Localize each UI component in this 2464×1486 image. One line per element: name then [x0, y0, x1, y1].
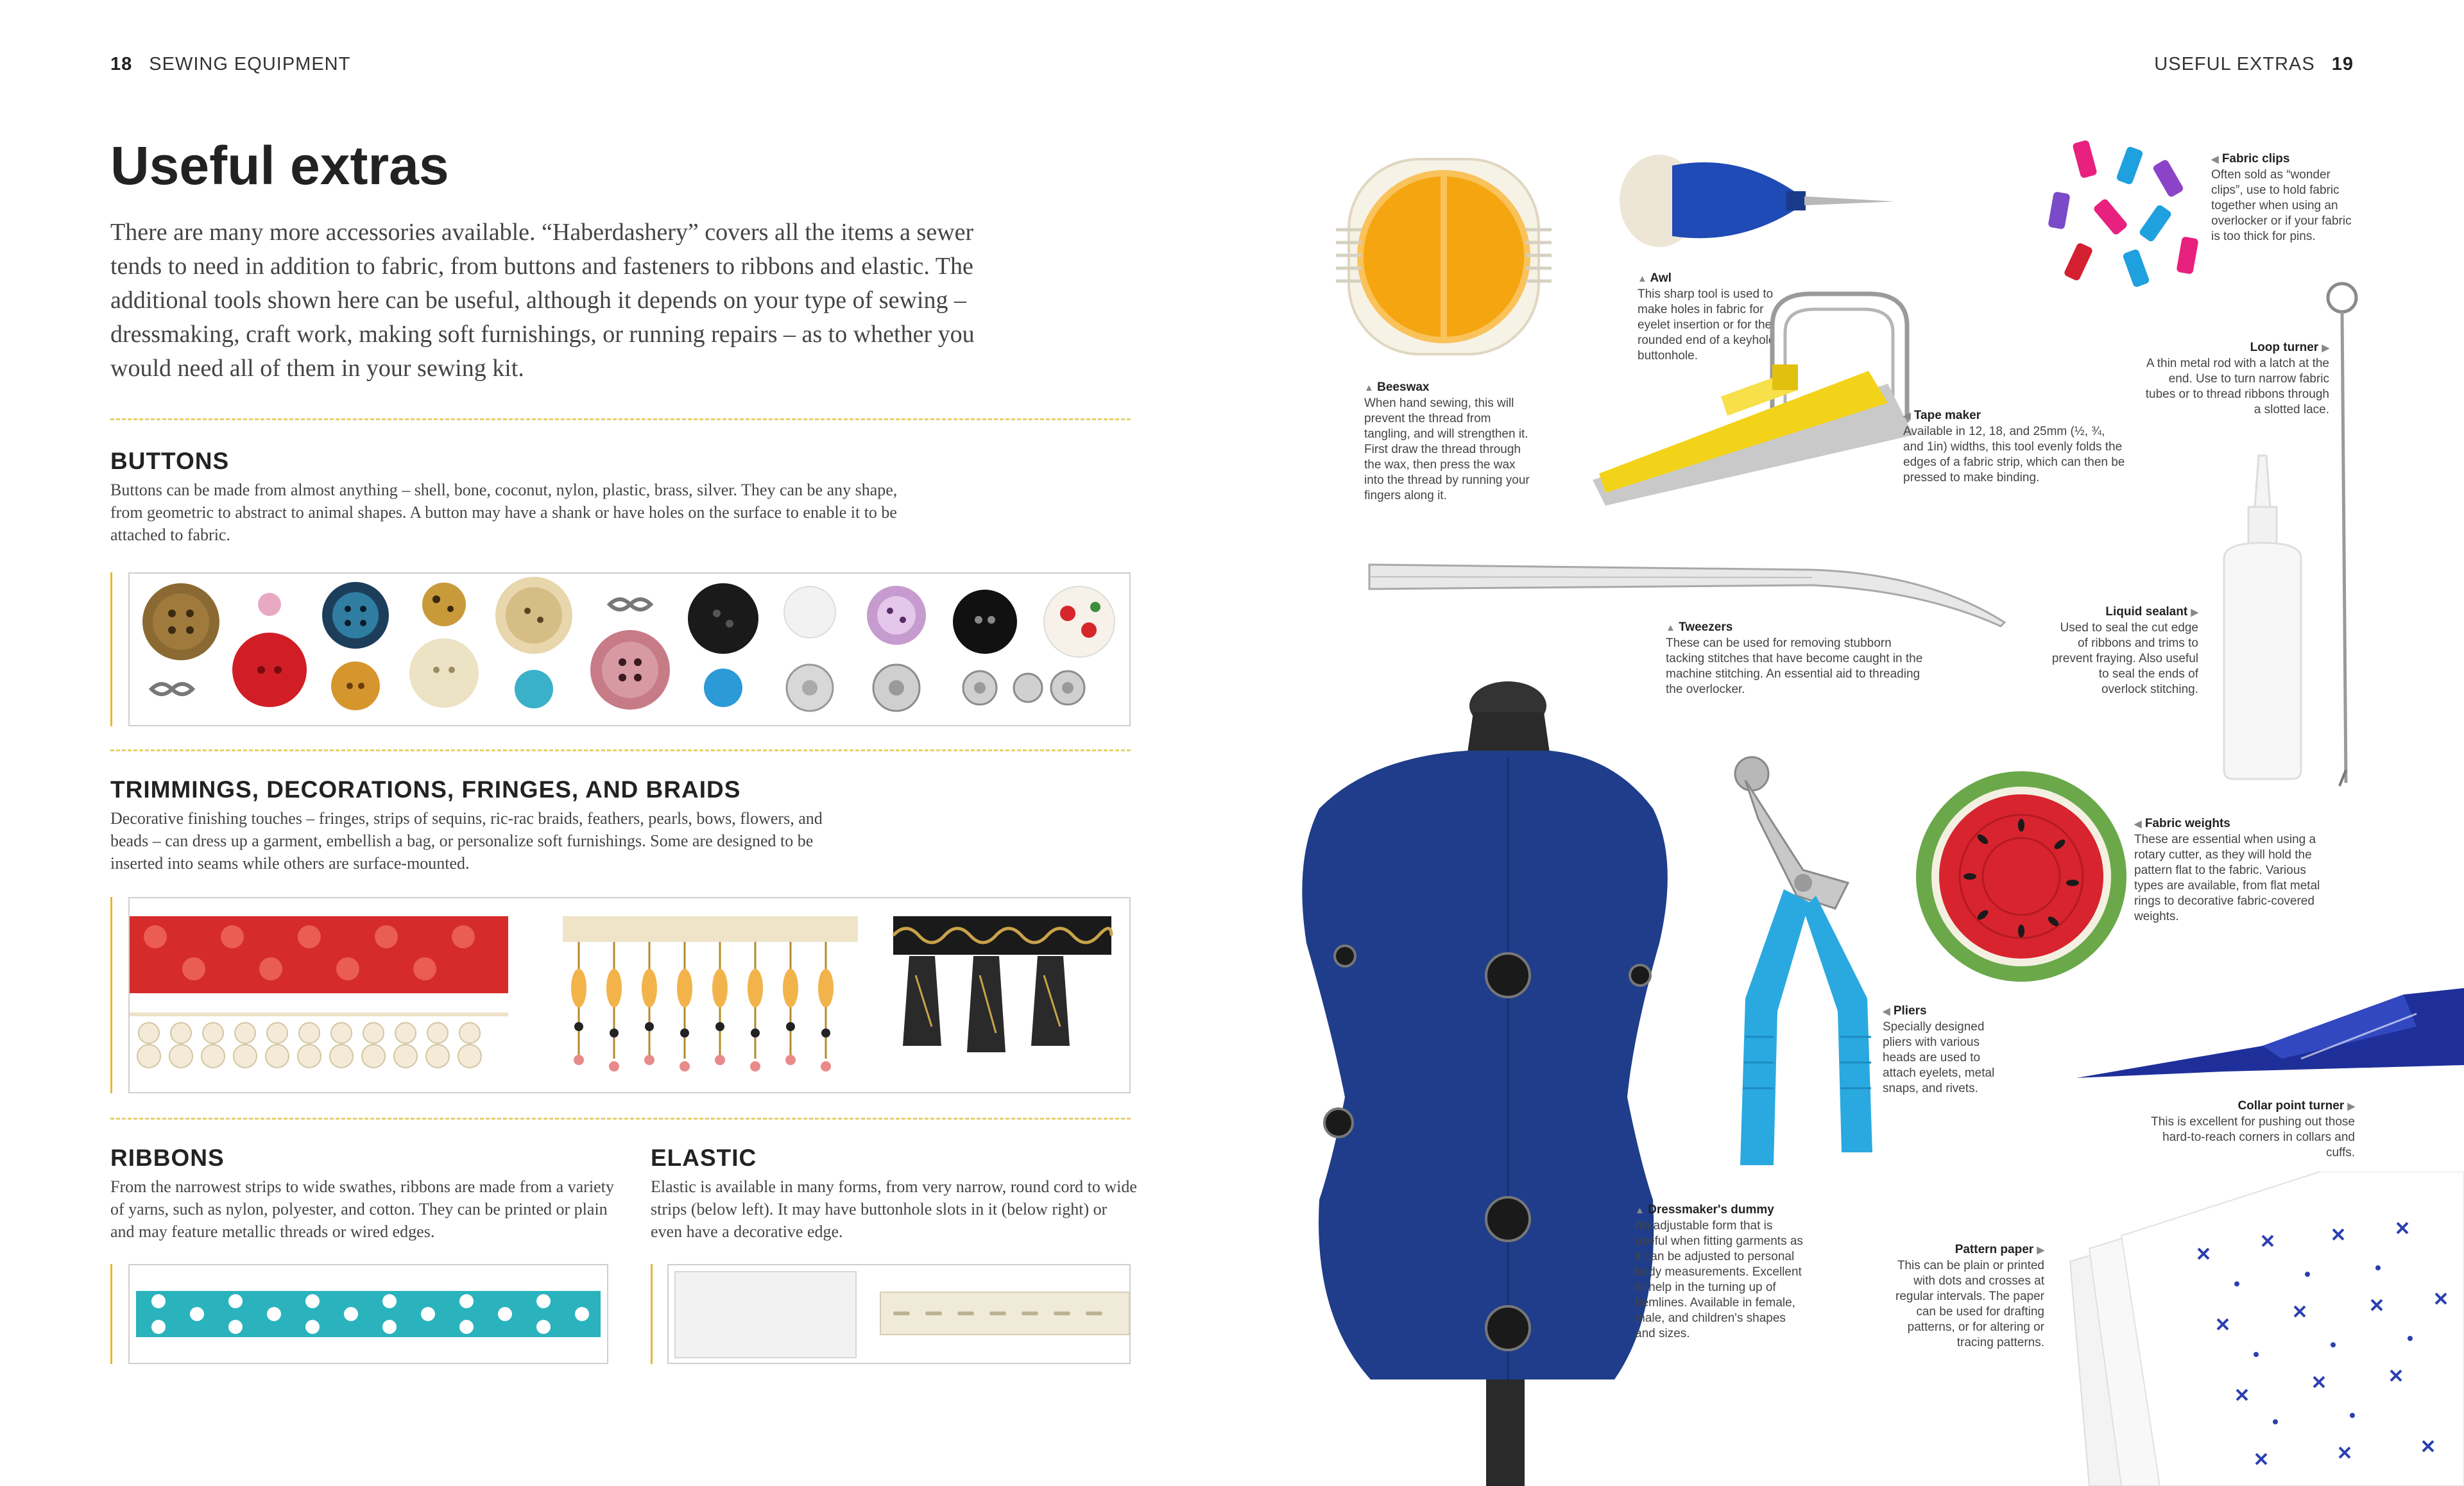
- dressmakers-dummy-title: Dressmaker's dummy: [1648, 1203, 1774, 1217]
- collar-point-turner-image: [2070, 988, 2464, 1084]
- page-title: Useful extras: [110, 135, 449, 196]
- tape-maker-caption: ◀ Tape maker Available in 12, 18, and 25mm (½, ¾, and 1in) widths, this tool evenly folds the edges of a fabric strip, which can then be pressed to make binding.: [1903, 409, 2125, 484]
- beeswax-image: [1330, 146, 1558, 367]
- pliers-caption: ◀ Pliers Specially designed pliers with various heads are used to attach eyelets, metal snaps, and rivets.: [1883, 1004, 1995, 1095]
- beeswax-caption: ▲ Beeswax When hand sewing, this will prevent the thread from tangling, and will strengthen it. First draw the thread through the wax, then press the wax into the thread by running your fingers along it.: [1364, 380, 1530, 502]
- beeswax-title: Beeswax: [1377, 380, 1430, 394]
- fabric-clips-title: Fabric clips: [2221, 152, 2290, 166]
- elastic-panel: [667, 1264, 1131, 1364]
- liquid-sealant-title: Liquid sealant: [2105, 605, 2188, 619]
- awl-image: [1614, 146, 1897, 262]
- fabric-weights-image: [1912, 767, 2130, 986]
- dressmakers-dummy-caption: ▲ Dressmaker's dummy An adjustable form that is useful when fitting garments as it can be adjusted to personal body measurements. Excellent to help in the turning up of hemlines. Available in female, male, and children's shapes and sizes.: [1635, 1203, 1803, 1340]
- buttons-heading: BUTTONS: [110, 448, 230, 474]
- fabric-clips-text: Often sold as “wonder clips”, use to hold fabric together when using an overlocker or if your fabric is too thick for pins.: [2211, 168, 2352, 243]
- fabric-weights-caption: ◀ Fabric weights These are essential when using a rotary cutter, as they will hold the pattern flat to the fabric. Various types are available, from flat metal rings to decorative fabric-covered weights.: [2134, 817, 2320, 923]
- loop-turner-caption: Loop turner ▶ A thin metal rod with a latch at the end. Use to turn narrow fabric tubes or to thread ribbons through a slotted lace.: [2145, 341, 2329, 416]
- right-section-title: USEFUL EXTRAS: [2154, 54, 2315, 74]
- pattern-paper-caption: Pattern paper ▶ This can be plain or printed with dots and crosses at regular intervals. The paper can be used for drafting patterns, or for altering or tracing patterns.: [1895, 1243, 2044, 1349]
- elastic-heading: ELASTIC: [651, 1145, 757, 1171]
- collar-point-turner-text: This is excellent for pushing out those hard-to-reach corners in collars and cuffs.: [2151, 1115, 2355, 1159]
- pattern-paper-title: Pattern paper: [1955, 1243, 2034, 1256]
- panel-tick: [110, 897, 112, 1093]
- tape-maker-text: Available in 12, 18, and 25mm (½, ¾, and 1in) widths, this tool evenly folds the edges of a fabric strip, which can then be pressed to make binding.: [1903, 425, 2125, 484]
- loop-turner-text: A thin metal rod with a latch at the end. Use to turn narrow fabric tubes or to thread ribbons through a slotted lace.: [2145, 357, 2329, 416]
- pliers-image: [1707, 755, 1893, 1172]
- tweezers-text: These can be used for removing stubborn tacking stitches that have become caught in the machine stitching. An essential aid to threading the overlocker.: [1666, 636, 1923, 696]
- buttons-illustration: [130, 574, 1131, 725]
- panel-tick: [110, 1264, 112, 1364]
- trimmings-illustration: [130, 898, 1131, 1092]
- ribbons-heading: RIBBONS: [110, 1145, 225, 1171]
- panel-tick: [651, 1264, 653, 1364]
- buttons-body: Buttons can be made from almost anything – shell, bone, coconut, nylon, plastic, brass, silver. They can be any shape, from geometric to abstract to animal shapes. A button may have a shank or have holes on the surface to enable it to be attached to fabric.: [110, 481, 898, 544]
- left-section-title: SEWING EQUIPMENT: [149, 54, 351, 74]
- elastic-illustration: [669, 1265, 1129, 1363]
- right-page-number: 19: [2331, 54, 2354, 74]
- liquid-sealant-caption: Liquid sealant ▶ Used to seal the cut edge of ribbons and trims to prevent fraying. Also useful to seal the ends of overlock stitching.: [2051, 605, 2198, 696]
- collar-point-turner-title: Collar point turner: [2237, 1099, 2345, 1113]
- awl-caption: ▲ Awl This sharp tool is used to make holes in fabric for eyelet insertion or for the rounded end of a keyhole buttonhole.: [1638, 271, 1775, 363]
- tweezers-caption: ▲ Tweezers These can be used for removing stubborn tacking stitches that have become caught in the machine stitching. An essential aid to threading the overlocker.: [1666, 620, 1923, 696]
- pliers-text: Specially designed pliers with various heads are used to attach eyelets, metal snaps, and rivets.: [1883, 1020, 1995, 1095]
- trimmings-body: Decorative finishing touches – fringes, strips of sequins, ric-rac braids, feathers, pearls, bows, flowers, and beads – can dress up a garment, embellish a bag, or personalize soft furnishings. Some are designed to be inserted into seams while others are surface-mounted.: [110, 809, 823, 873]
- pattern-paper-text: This can be plain or printed with dots and crosses at regular intervals. The paper can be used for drafting patterns, or for altering or tracing patterns.: [1895, 1259, 2044, 1349]
- dressmakers-dummy-text: An adjustable form that is useful when fitting garments as it can be adjusted to personal body measurements. Excellent to help in the turning up of hemlines. Available in female, male, and children's shapes and sizes.: [1635, 1219, 1803, 1340]
- tape-maker-title: Tape maker: [1913, 409, 1981, 422]
- pattern-paper-image: [2051, 1172, 2464, 1486]
- fabric-weights-text: These are essential when using a rotary cutter, as they will hold the pattern flat to the fabric. Various types are available, from flat metal rings to decorative fabric-covered weights.: [2134, 833, 2320, 923]
- dressmakers-dummy-image: [1294, 674, 1679, 1486]
- trimmings-panel: [128, 897, 1131, 1093]
- ribbons-body: From the narrowest strips to wide swathes, ribbons are made from a variety of yarns, such as nylon, polyester, and cotton. They can be printed or plain and may feature metallic threads or wired edges.: [110, 1177, 614, 1241]
- left-running-head: [110, 54, 350, 75]
- liquid-sealant-text: Used to seal the cut edge of ribbons and trims to prevent fraying. Also useful to seal the ends of overlock stitching.: [2051, 621, 2198, 696]
- tweezers-image: [1363, 552, 2011, 629]
- ribbons-panel: [128, 1264, 608, 1364]
- collar-point-turner-caption: Collar point turner ▶ This is excellent for pushing out those hard-to-reach corners in collars and cuffs.: [2151, 1099, 2355, 1159]
- tape-maker-image: [1580, 287, 1939, 518]
- right-running-head: [2154, 54, 2354, 75]
- divider: [110, 1118, 1131, 1120]
- fabric-weights-title: Fabric weights: [2144, 817, 2230, 830]
- divider: [110, 749, 1131, 751]
- panel-tick: [110, 572, 112, 726]
- trimmings-heading: TRIMMINGS, DECORATIONS, FRINGES, AND BRAIDS: [110, 776, 741, 803]
- fabric-clips-caption: ◀ Fabric clips Often sold as “wonder clips”, use to hold fabric together when using an overlocker or if your fabric is too thick for pins.: [2211, 152, 2352, 243]
- intro-paragraph: There are many more accessories available. “Haberdashery” covers all the items a sewer tends to need in addition to fabric, from buttons and fasteners to ribbons and elastic. The additional tools shown here can be useful, although it depends on your type of sewing – dressmaking, craft work, making soft furnishings, or running repairs – as to whether you would need all of them in your sewing kit.: [110, 219, 975, 382]
- beeswax-text: When hand sewing, this will prevent the thread from tangling, and will strengthen it. First draw the thread through the wax, then press the wax into the thread by running your fingers along it.: [1364, 397, 1530, 502]
- divider: [110, 418, 1131, 420]
- awl-text: This sharp tool is used to make holes in fabric for eyelet insertion or for the rounded end of a keyhole buttonhole.: [1638, 287, 1775, 363]
- ribbon-illustration: [130, 1265, 607, 1363]
- fabric-clips-image: [2038, 135, 2211, 295]
- pliers-title: Pliers: [1893, 1004, 1927, 1018]
- liquid-sealant-image: [2211, 449, 2314, 783]
- tweezers-title: Tweezers: [1679, 620, 1733, 634]
- left-page-number: 18: [110, 54, 133, 74]
- loop-turner-title: Loop turner: [2250, 341, 2319, 354]
- buttons-panel: [128, 572, 1131, 726]
- awl-title: Awl: [1650, 271, 1672, 285]
- elastic-body: Elastic is available in many forms, from very narrow, round cord to wide strips (below left). It may have buttonhole slots in it (below right) or even have a decorative edge.: [651, 1177, 1137, 1241]
